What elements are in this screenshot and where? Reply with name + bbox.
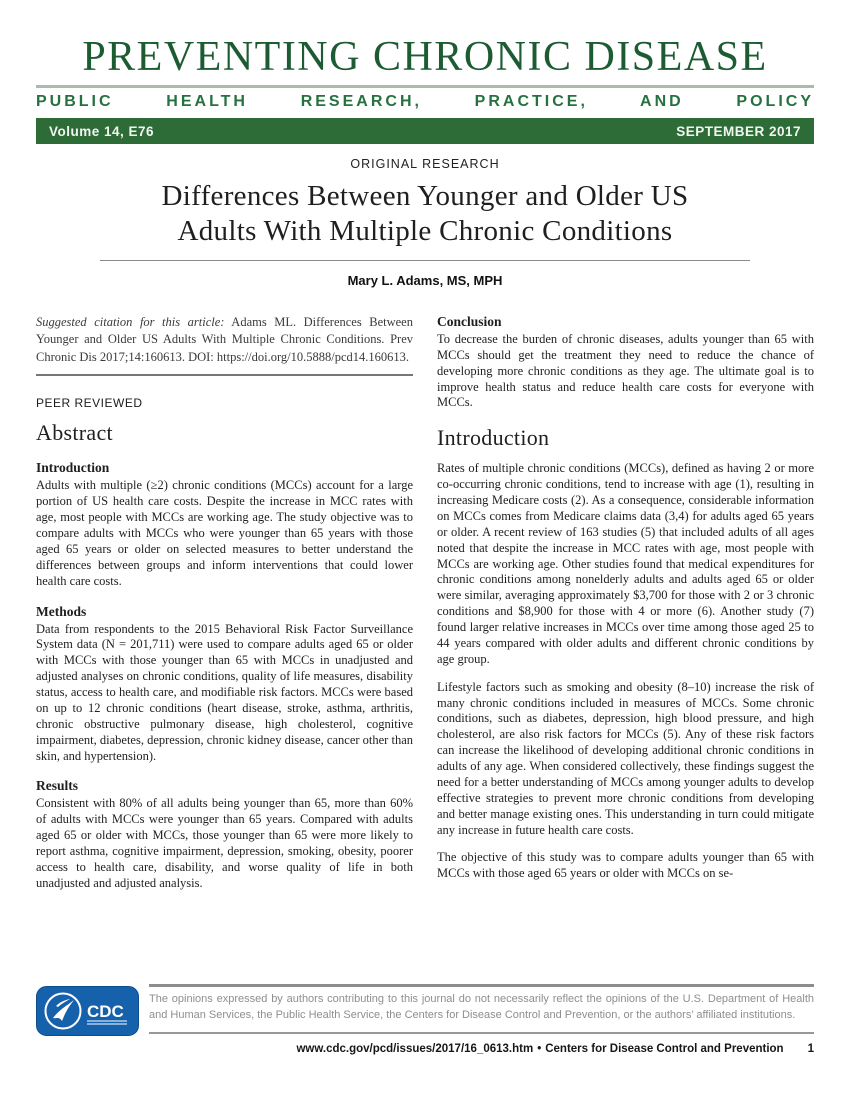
abstract-methods-heading: Methods [36,603,87,619]
peer-reviewed-label: PEER REVIEWED [36,396,143,411]
introduction-heading: Introduction [437,425,550,451]
abstract-results-heading: Results [36,778,79,794]
cdc-wordmark [87,1002,127,1024]
footer-citation-line [36,1043,814,1055]
abstract-introduction-heading: Introduction [36,460,110,476]
journal-subtitle: PUBLIC HEALTH RESEARCH, PRACTICE, AND POLICY [36,93,814,110]
suggested-citation [36,314,413,367]
page-number: 1 [807,1042,814,1055]
introduction-paragraph-1: Rates of multiple chronic conditions (MCCs), defined as having 2 or more co-occurring chronic conditions, tend to increase with age (1), resulting in increasing Medicare costs (2). As a consequence, considerable information on MCCs comes from Medicare claims data (3,4) for adults aged 65 years or older. A recent review of 163 studies (5) that included adults of all ages noted that despite the increase in MCC rates with age, most people with MCCs are working age. Other studies found that medical expenditures for chronic conditions among nonelderly adults and adults aged 65 or older were similar, averaging approximately $3,700 for those with 2 or 3 chronic conditions and $8,900 for those with 4 or more (6). Another study (7) found larger relative increases in MCCs over time among those aged 25 to 44 years compared with older adults and different chronic conditions by age group. [437,461,814,666]
article-body [36,310,814,892]
citation-lead: Suggested citation for this article: [36,314,225,329]
abstract-results-text: Consistent with 80% of all adults being younger than 65, more than 60% of adults with MCCs were younger than 65 years. Compared with adults aged 65 or older with MCCs, those younger than 65 were more likely to report asthma, cognitive impairment, depression, smoking, obesity, poorer access to health care, disability, and worse quality of life in both unadjusted and adjusted analysis. [36,796,413,890]
cdc-hhs-logo-graphic [36,986,139,1036]
masthead-divider [36,85,814,88]
footer-organization: Centers for Disease Control and Prevention [545,1042,784,1055]
abstract-introduction-text: Adults with multiple (≥2) chronic conditions (MCCs) account for a large portion of US health care costs. Despite the increase in MCC rates with age, most people with MCCs are working age. The study objective was to compare adults with MCCs who were younger than 65 years with those aged 65 years or older on selected measures to better understand the differences between groups and inform interventions that could lower health care costs. [36,478,413,588]
cdc-logo [36,986,139,1036]
introduction-paragraph-2: Lifestyle factors such as smoking and obesity (8–10) increase the risk of many chronic conditions included in measures of MCCs. Some chronic conditions, such as diabetes, depression, high blood pressure, and high cholesterol, are also risk factors for MCCs (5). Any of these risk factors can increase the likelihood of developing additional chronic conditions in adults of any age. When considered collectively, these findings suggest the need for a better understanding of MCCs among younger adults to develop effective strategies to prevent more chronic conditions from developing and better manage existing ones. This understanding in turn could mitigate any increase in future health care costs. [437,679,814,837]
issue-bar [36,118,814,144]
introduction-paragraph-3: The objective of this study was to compare adults younger than 65 with MCCs with those aged 65 years or older with MCCs on se- [437,850,814,881]
left-column [36,310,413,892]
article-title: Differences Between Younger and Older US Adults With Multiple Chronic Conditions [161,180,689,248]
masthead [0,0,850,144]
article-type-label: ORIGINAL RESEARCH [350,157,500,172]
disclaimer-box [149,984,814,1034]
author-byline: Mary L. Adams, MS, MPH [347,272,503,288]
abstract-conclusion-heading: Conclusion [437,313,502,329]
citation-divider [36,374,413,376]
cdc-logo-text: CDC [87,1002,124,1021]
abstract-methods-text: Data from respondents to the 2015 Behavioral Risk Factor Surveillance System data (N = 201,711) were used to compare adults aged 65 or older with MCCs with those younger than 65 with MCCs in unadjusted and adjusted analyses on chronic conditions, quality of life measures, disability status, access to health care, and modifiable risk factors. MCCs were based on up to 12 chronic conditions (heart disease, stroke, asthma, arthritis, chronic obstructive pulmonary disease, high cholesterol, cognitive impairment, diabetes, depression, chronic kidney disease, cancer other than skin, and hypertension). [36,621,413,763]
title-divider [100,260,750,261]
citation-text: Adams ML. Differences Between Younger and Older US Adults With Multiple Chronic Conditions. Prev Chronic Dis 2017;14:160613. DOI: https://doi.org/10.5888/pcd14.160613. [36,314,413,364]
issue-volume: Volume 14, E76 [49,123,155,139]
footer-url: www.cdc.gov/pcd/issues/2017/16_0613.htm [296,1042,534,1055]
footer-separator: • [537,1042,542,1055]
journal-title: PREVENTING CHRONIC DISEASE [82,34,768,80]
right-column [437,310,814,892]
abstract-heading: Abstract [36,420,113,446]
disclaimer-text: The opinions expressed by authors contributing to this journal do not necessarily reflect the opinions of the U.S. Department of Health and Human Services, the Public Health Service, the Centers for Disease Control and Prevention, or the authors’ affiliated institutions. [149,993,814,1021]
abstract-conclusion-text: To decrease the burden of chronic diseases, adults younger than 65 with MCCs should get the treatment they need to reduce the chance of developing more chronic conditions as they age. The ultimate goal is to improve health status and reduce health care costs for everyone with MCCs. [437,331,814,410]
issue-date: SEPTEMBER 2017 [676,123,801,139]
page-footer [36,984,814,1055]
